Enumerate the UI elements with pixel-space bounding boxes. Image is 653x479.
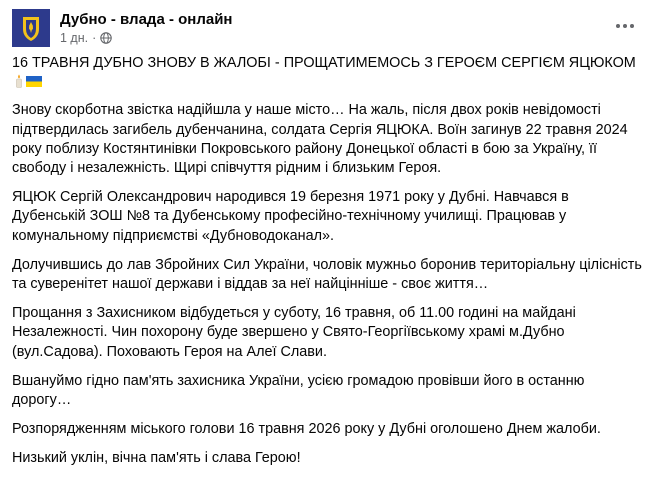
page-name-link[interactable]: Дубно - влада - онлайн [60, 11, 233, 28]
meta-separator: · [92, 31, 97, 45]
post-paragraph: Вшануймо гідно пам'ять захисника України, усією громадою провівши його в останню дорогу… [12, 372, 585, 409]
post-timestamp[interactable]: 1 дн. [60, 31, 89, 45]
more-options-icon [615, 23, 635, 29]
post-title-line [12, 54, 644, 92]
candle-icon [14, 74, 24, 88]
ukraine-flag-icon [26, 76, 42, 87]
post-paragraph: ЯЦЮК Сергій Олександрович народився 19 березня 1971 року у Дубні. Навчався в Дубенській ЗОШ №8 та Дубенському професійно-технічному училищі. Працював у комунальному підприємстві «Дубноводоканал». [12, 189, 569, 244]
post-paragraph: Долучившись до лав Збройних Сил України, чоловік мужньо боронив територіальну цілісність та суверенітет нашої держави і віддав за неї найцінніше - своє життя… [12, 256, 642, 293]
page-avatar[interactable] [12, 9, 50, 47]
post-paragraph: Низький уклін, вічна пам'ять і слава Герою! [12, 450, 301, 467]
post-body [12, 54, 644, 479]
post-paragraph: Знову скорботна звістка надійшла у наше місто… На жаль, після двох років невідомості підтвердилась загибель дубенчанина, солдата Сергія ЯЦЮКА. Воїн загинув 22 травня 2024 року поблизу Костянтинівки Покровського району Донецької області в бою за Україну, її свободу і незалежність. Щирі співчуття рідним і близьким Героя. [12, 102, 628, 177]
post-paragraph: Прощання з Захисником відбудеться у суботу, 16 травня, об 11.00 годині на майдані Незалежності. Чин похорону буде звершено у Свято-Георгіївському храмі м.Дубно (вул.Садова). Поховають Героя на Алеї Слави. [12, 305, 576, 360]
post-header [12, 8, 641, 48]
globe-icon[interactable] [100, 32, 112, 44]
post-title: 16 ТРАВНЯ ДУБНО ЗНОВУ В ЖАЛОБІ - ПРОЩАТИМЕМОСЬ З ГЕРОЄМ СЕРГІЄМ ЯЦЮКОМ [12, 55, 636, 71]
post-paragraph: Розпорядженням міського голови 16 травня 2026 року у Дубні оголошено Днем жалоби. [12, 421, 601, 438]
more-options-button[interactable] [611, 16, 639, 36]
post-meta [60, 31, 112, 45]
dubno-emblem-icon [12, 9, 50, 47]
